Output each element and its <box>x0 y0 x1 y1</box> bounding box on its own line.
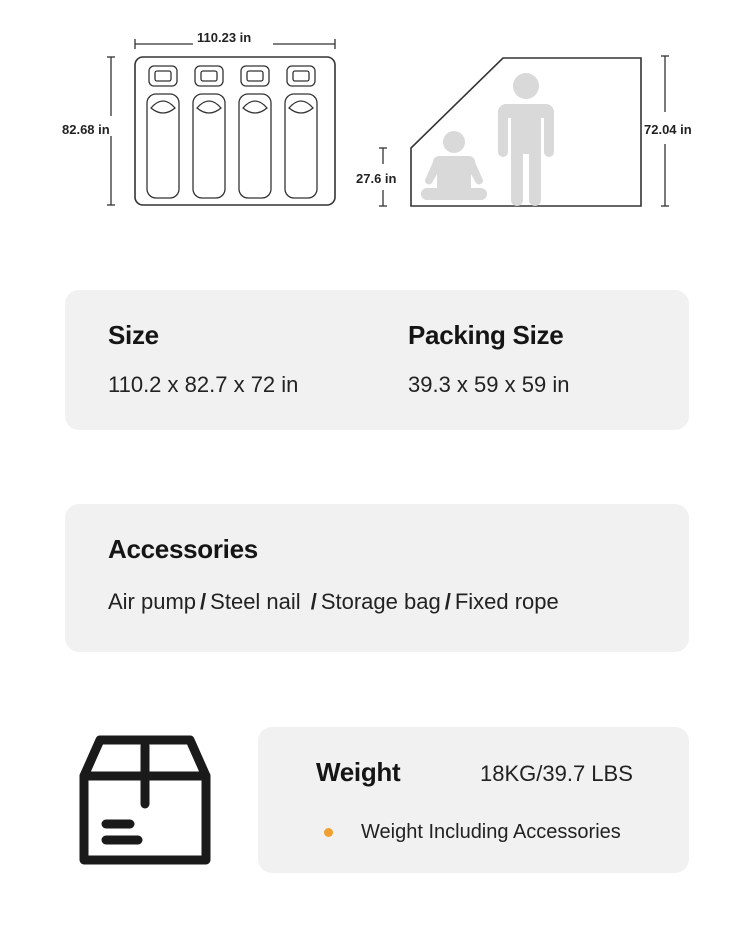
box-icon <box>78 734 212 868</box>
accessory-item: Steel nail <box>210 589 301 614</box>
floor-depth-label: 82.68 in <box>62 122 110 137</box>
separator: / <box>310 589 317 614</box>
floor-width-label: 110.23 in <box>197 30 252 45</box>
tent-profile-icon <box>375 50 675 210</box>
weight-card <box>258 727 689 873</box>
packing-title: Packing Size <box>408 320 564 350</box>
accessory-item: Fixed rope <box>454 589 559 614</box>
pillow-icon <box>149 66 177 86</box>
adult-figure-icon <box>498 73 554 206</box>
size-card <box>65 290 689 430</box>
accessories-list <box>108 589 559 615</box>
accessories-card <box>65 504 689 652</box>
accessory-item: Air pump <box>108 589 197 614</box>
wall-height-label: 27.6 in <box>356 171 397 186</box>
accessory-item: Storage bag <box>320 589 441 614</box>
peak-height-label: 72.04 in <box>644 122 692 137</box>
size-value: 110.2 x 82.7 x 72 in <box>108 372 299 397</box>
size-title: Size <box>108 320 159 350</box>
separator: / <box>200 589 207 614</box>
bullet-dot <box>324 828 333 837</box>
weight-note: Weight Including Accessories <box>361 821 621 843</box>
weight-title: Weight <box>316 757 401 787</box>
separator: / <box>444 589 451 614</box>
sleeping-bag-icon <box>147 94 179 198</box>
packing-value: 39.3 x 59 x 59 in <box>408 372 570 397</box>
weight-value: 18KG/39.7 LBS <box>480 761 633 786</box>
floor-plan-icon <box>105 34 345 214</box>
child-figure-icon <box>421 131 487 200</box>
accessories-title: Accessories <box>108 534 258 564</box>
